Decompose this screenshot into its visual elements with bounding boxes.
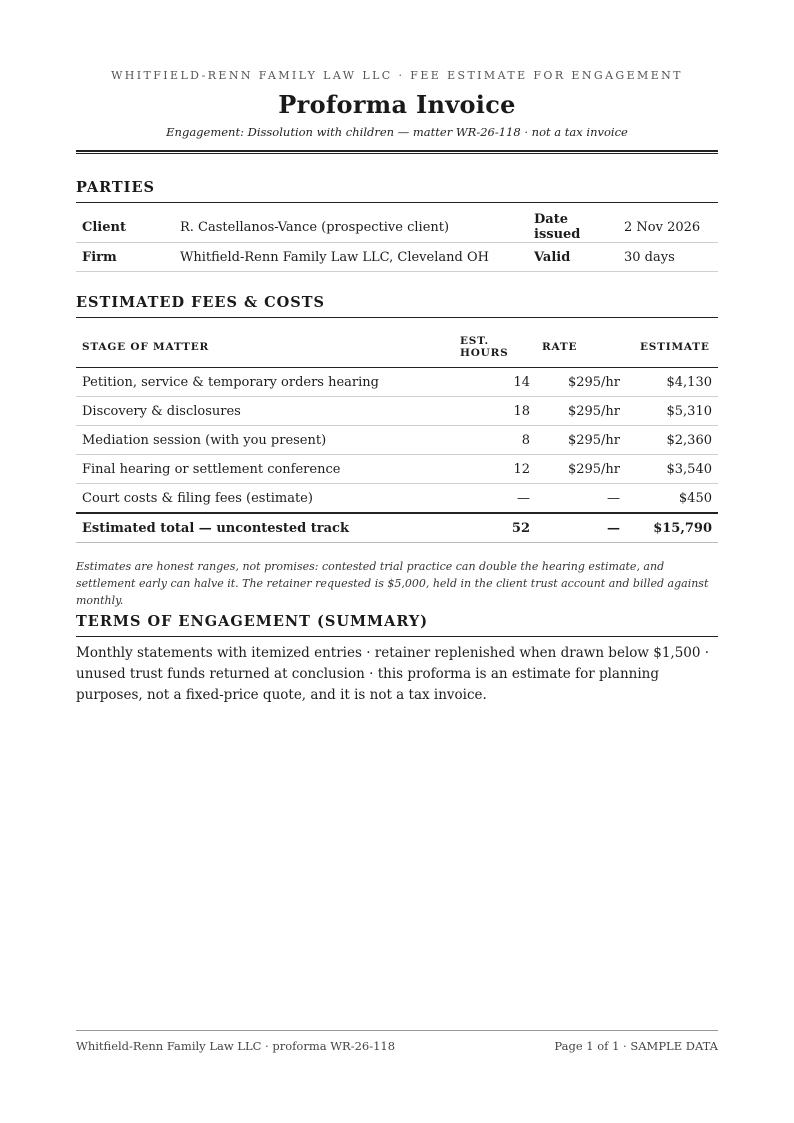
date-issued-label: Date issued: [528, 212, 618, 243]
stage-cell: Final hearing or settlement conference: [76, 455, 454, 484]
col-estimate-header: ESTIMATE: [626, 327, 718, 368]
rate-cell: $295/hr: [536, 455, 626, 484]
hours-cell: —: [454, 484, 536, 514]
footer-divider: [76, 1030, 718, 1031]
valid-label: Valid: [528, 243, 618, 272]
total-row: [76, 513, 718, 543]
fees-heading: ESTIMATED FEES & COSTS: [76, 294, 718, 318]
firm-value: Whitfield-Renn Family Law LLC, Cleveland OH: [174, 243, 528, 272]
header-divider: [76, 150, 718, 152]
stage-cell: Mediation session (with you present): [76, 426, 454, 455]
estimate-cell: $2,360: [626, 426, 718, 455]
footer-left: Whitfield-Renn Family Law LLC · proforma WR-26-118: [76, 1039, 396, 1053]
estimate-cell: $4,130: [626, 368, 718, 397]
parties-row: [76, 212, 718, 243]
total-rate: —: [536, 513, 626, 543]
footer-right: Page 1 of 1 · SAMPLE DATA: [554, 1039, 718, 1053]
terms-heading: TERMS OF ENGAGEMENT (SUMMARY): [76, 613, 718, 637]
col-hours-header: EST. HOURS: [454, 327, 536, 368]
fees-header-row: [76, 327, 718, 368]
estimate-note: Estimates are honest ranges, not promises: contested trial practice can double the hearing estimate, and settlement early can halve it. The retainer requested is $5,000, held in the client trust account and billed against monthly.: [76, 560, 709, 607]
terms-body: Monthly statements with itemized entries · retainer replenished when drawn below $1,500 · unused trust funds returned at conclusion · this proforma is an estimate for planning purposes, not a fixed-price quote, and it is not a tax invoice.: [76, 645, 710, 703]
table-row: [76, 455, 718, 484]
fees-table: [76, 327, 718, 543]
firm-label: Firm: [76, 243, 174, 272]
hours-cell: 18: [454, 397, 536, 426]
valid-value: 30 days: [618, 243, 718, 272]
rate-cell: —: [536, 484, 626, 514]
hours-cell: 14: [454, 368, 536, 397]
estimate-cell: $5,310: [626, 397, 718, 426]
rate-cell: $295/hr: [536, 426, 626, 455]
client-value: R. Castellanos-Vance (prospective client): [174, 212, 528, 243]
client-label: Client: [76, 212, 174, 243]
rate-cell: $295/hr: [536, 397, 626, 426]
total-hours: 52: [454, 513, 536, 543]
rate-cell: $295/hr: [536, 368, 626, 397]
hours-cell: 12: [454, 455, 536, 484]
estimate-cell: $3,540: [626, 455, 718, 484]
hours-cell: 8: [454, 426, 536, 455]
table-row: [76, 397, 718, 426]
table-row: [76, 368, 718, 397]
date-issued-value: 2 Nov 2026: [618, 212, 718, 243]
col-stage-header: STAGE OF MATTER: [76, 327, 454, 368]
parties-row: [76, 243, 718, 272]
table-row: [76, 484, 718, 514]
estimate-cell: $450: [626, 484, 718, 514]
firm-header-line: WHITFIELD-RENN FAMILY LAW LLC · FEE ESTIMATE FOR ENGAGEMENT: [111, 69, 683, 82]
stage-cell: Court costs & filing fees (estimate): [76, 484, 454, 514]
parties-table: [76, 212, 718, 272]
parties-heading: PARTIES: [76, 179, 718, 203]
table-row: [76, 426, 718, 455]
document-subtitle: Engagement: Dissolution with children — matter WR-26-118 · not a tax invoice: [166, 125, 628, 139]
total-label: Estimated total — uncontested track: [76, 513, 454, 543]
stage-cell: Petition, service & temporary orders hearing: [76, 368, 454, 397]
stage-cell: Discovery & disclosures: [76, 397, 454, 426]
col-rate-header: RATE: [536, 327, 626, 368]
total-estimate: $15,790: [626, 513, 718, 543]
document-title: Proforma Invoice: [278, 90, 516, 119]
